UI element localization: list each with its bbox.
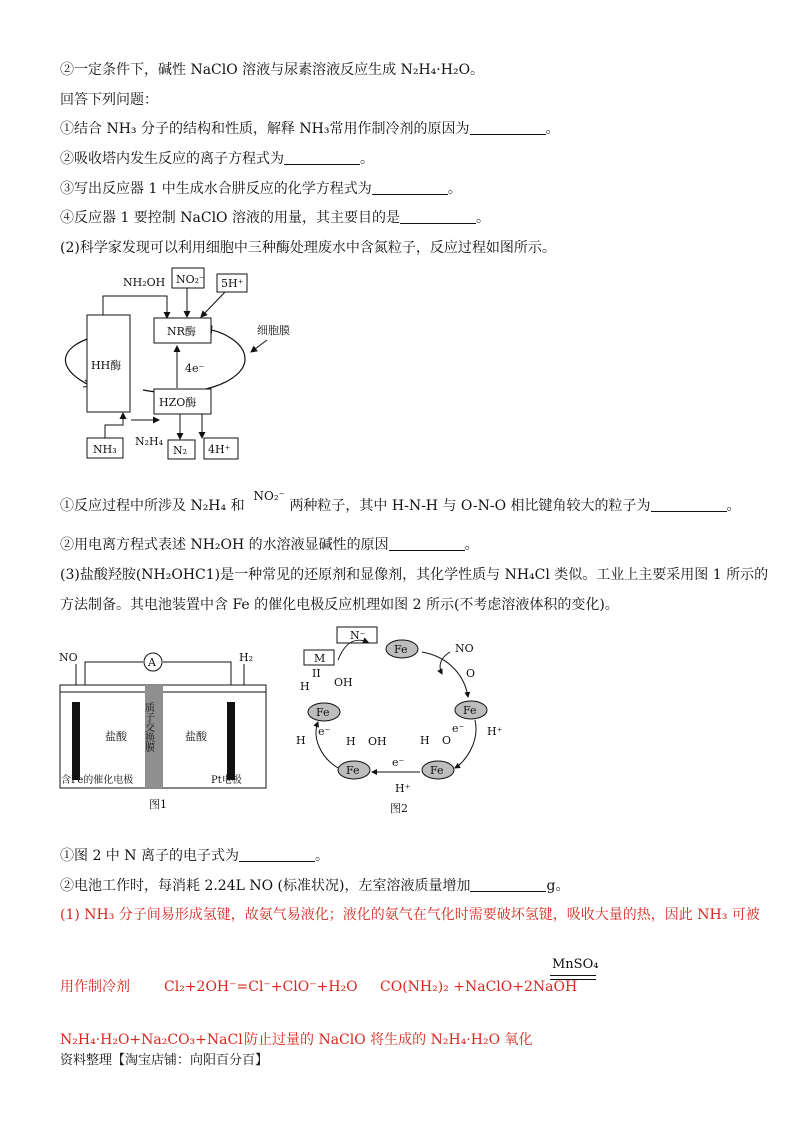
question-2-text: ②吸收塔内发生反应的离子方程式为: [60, 151, 284, 167]
question-8-text: ②电池工作时，每消耗 2.24L NO (标准状况)，左室溶液质量增加: [60, 878, 471, 894]
hplus-label: H⁺: [395, 782, 411, 795]
text-line-2: 回答下列问题：: [60, 92, 158, 108]
h2-inlet-label: H₂: [239, 651, 254, 664]
oh-label: OH: [334, 676, 353, 689]
figure-1-caption: 图1: [149, 798, 167, 811]
h-label: H: [420, 734, 430, 747]
question-4: ④反应器 1 要控制 NaClO 溶液的用量，其主要目的是 。: [60, 210, 490, 226]
answer-blank: [651, 497, 727, 512]
ii-label: II: [312, 667, 321, 680]
answer-line-3a: N₂H₄·H₂O+Na₂CO₃+NaCl: [60, 1032, 243, 1048]
right-electrode-label: Pt电极: [211, 775, 242, 786]
fe-label: Fe: [316, 706, 330, 719]
fe-label: Fe: [463, 704, 477, 717]
no2-inline: NO₂⁻: [253, 489, 285, 503]
enzyme-diagram: [55, 262, 305, 467]
text-line-10: (3)盐酸羟胺(NH₂OHC1)是一种常见的还原剂和显像剂，其化学性质与 NH₄Cl 类似。工业上主要采用图 1 所示的: [60, 567, 769, 583]
answer-blank: [400, 209, 476, 224]
answer-blank: [470, 120, 546, 135]
h-label: H: [300, 680, 310, 693]
answer-blank: [470, 877, 546, 892]
question-6: ②用电离方程式表述 NH₂OH 的水溶液显碱性的原因 。: [60, 537, 479, 553]
electron-label: e⁻: [318, 725, 331, 738]
figure-1-cell: [55, 640, 280, 815]
left-electrode: [72, 702, 80, 780]
electron-label: e⁻: [392, 756, 405, 769]
left-solution-label: 盐酸: [105, 730, 127, 743]
no-label: NO: [455, 642, 474, 655]
figure-2-caption: 图2: [390, 802, 408, 815]
no-inlet-label: NO: [59, 651, 78, 664]
fe-label: Fe: [430, 764, 444, 777]
answer-line-1: (1) NH₃ 分子间易形成氢键，故氨气易液化；液化的氨气在气化时需要破坏氢键，吸收大量的热，因此 NH₃ 可被: [60, 907, 760, 923]
electron-label: 4e⁻: [185, 362, 205, 375]
question-1-text: ①结合 NH₃ 分子的结构和性质，解释 NH₃常用作制冷剂的原因为: [60, 121, 470, 137]
question-7: ①图 2 中 N 离子的电子式为 。: [60, 848, 329, 864]
hplus-label: H⁺: [487, 725, 503, 738]
fe-label: Fe: [346, 764, 360, 777]
question-3: ③写出反应器 1 中生成水合肼反应的化学方程式为 。: [60, 181, 462, 197]
electron-label: e⁻: [452, 722, 465, 735]
n-ion-label: N⁻: [350, 629, 366, 642]
left-electrode-label: 含Fe的催化电极: [61, 775, 134, 786]
hh-enzyme-label: HH酶: [91, 359, 122, 372]
question-1: ①结合 NH₃ 分子的结构和性质，解释 NH₃常用作制冷剂的原因为 。: [60, 121, 560, 137]
h4-label: 4H⁺: [208, 443, 231, 456]
nr-enzyme-label: NR酶: [167, 325, 196, 338]
answer-line-3b: 防止过量的 NaClO 将生成的 N₂H₄·H₂O 氧化: [244, 1032, 533, 1048]
question-5: ①反应过程中所涉及 N₂H₄ 和 NO₂⁻ 两种粒子，其中 H-N-H 与 O-N-O 相比键角较大的粒子为 。: [60, 489, 741, 514]
question-5-text-a: ①反应过程中所涉及 N₂H₄ 和: [60, 498, 245, 514]
answer-blank: [284, 150, 360, 165]
question-5-text-b: 两种粒子，其中 H-N-H 与 O-N-O 相比键角较大的粒子为: [289, 498, 651, 514]
footer-text: 资料整理【淘宝店铺：向阳百分百】: [60, 1053, 269, 1068]
question-8: [60, 876, 569, 896]
no2-label: NO₂⁻: [176, 273, 205, 286]
membrane-label: 细胞膜: [257, 324, 290, 337]
membrane-label: 质子交换膜: [142, 702, 154, 752]
question-4-text: ④反应器 1 要控制 NaClO 溶液的用量，其主要目的是: [60, 210, 400, 226]
question-3-text: ③写出反应器 1 中生成水合肼反应的化学方程式为: [60, 181, 372, 197]
text-line-1: ②一定条件下，碱性 NaClO 溶液与尿素溶液反应生成 N₂H₄·H₂O。: [60, 62, 485, 78]
equation-arrow: [550, 975, 596, 980]
answer-line-2c: CO(NH₂)₂ +NaClO+2NaOH: [380, 979, 578, 995]
fe-label: Fe: [394, 643, 408, 656]
m-label: M: [314, 652, 326, 665]
right-electrode: [227, 702, 235, 780]
answer-line-2b: Cl₂+2OH⁻=Cl⁻+ClO⁻+H₂O: [164, 979, 358, 995]
right-solution-label: 盐酸: [185, 730, 207, 743]
n2-label: N₂: [173, 444, 188, 457]
question-2: ②吸收塔内发生反应的离子方程式为 。: [60, 151, 374, 167]
figure-2-mechanism: [290, 622, 505, 817]
answer-line-2a: 用作制冷剂: [60, 979, 130, 995]
nh2oh-label: NH₂OH: [123, 276, 166, 289]
question-7-text: ①图 2 中 N 离子的电子式为: [60, 848, 239, 864]
answer-blank: [372, 180, 448, 195]
catalyst-label: MnSO₄: [552, 957, 599, 972]
o-label: O: [466, 667, 476, 680]
h-label: H: [346, 735, 356, 748]
answer-blank: [239, 847, 315, 862]
question-8-unit: g。: [546, 878, 570, 894]
question-6-text: ②用电离方程式表述 NH₂OH 的水溶液显碱性的原因: [60, 537, 389, 553]
h5-label: 5H⁺: [221, 277, 244, 290]
o-label: O: [442, 734, 452, 747]
text-line-11: 方法制备。其电池装置中含 Fe 的催化电极反应机理如图 2 所示(不考虑溶液体积的变化)。: [60, 597, 619, 613]
ammeter-label: A: [148, 656, 156, 669]
answer-blank: [389, 536, 465, 551]
nh3-label: NH₃: [93, 443, 117, 456]
text-line-7: (2)科学家发现可以利用细胞中三种酶处理废水中含氮粒子，反应过程如图所示。: [60, 240, 556, 256]
n2h4-label: N₂H₄: [135, 435, 164, 448]
hplus-label: H: [296, 734, 306, 747]
hzo-enzyme-label: HZO酶: [159, 396, 197, 409]
oh-label: OH: [368, 735, 387, 748]
